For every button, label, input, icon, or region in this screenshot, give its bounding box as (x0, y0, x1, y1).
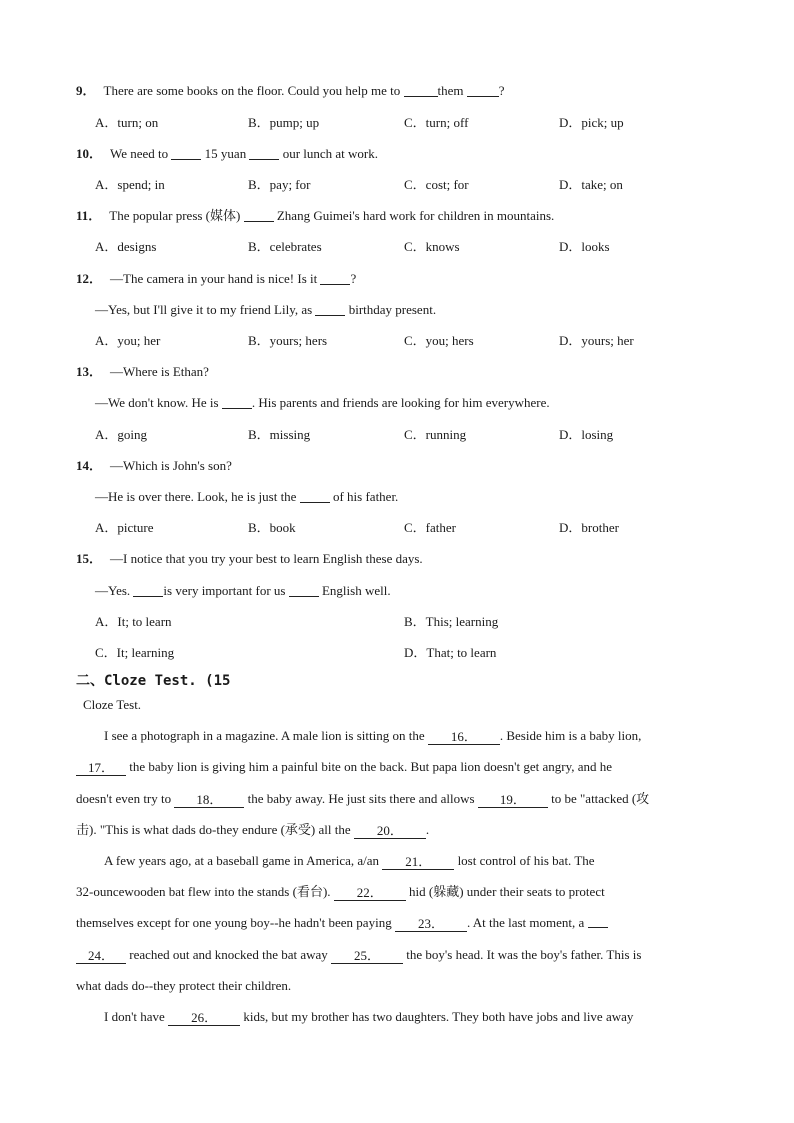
option-c: C．you; hers (404, 333, 474, 348)
cloze-text: doesn't even try to (76, 791, 175, 806)
question-text: The popular press (媒体) (109, 208, 244, 223)
question-text: ? (350, 271, 357, 286)
cloze-line (76, 758, 716, 776)
cloze-line: what dads do--they protect their children. (76, 978, 292, 993)
option-c: C．It; learning (95, 645, 175, 660)
question-number: 13． (76, 364, 103, 379)
cloze-text: . At the last moment, a (466, 915, 588, 930)
answer-blank (244, 208, 274, 222)
cloze-blank-22: 22． (334, 886, 406, 901)
answer-blank (320, 271, 350, 285)
cloze-text: lost control of his bat. The (454, 853, 595, 868)
option-c: C．turn; off (404, 115, 469, 130)
answer-blank (300, 489, 330, 503)
question-number: 11． (76, 208, 102, 223)
cloze-line (76, 946, 716, 964)
question-10 (76, 145, 378, 163)
cloze-blank-25: 25． (331, 949, 403, 964)
question-text: our lunch at work. (279, 146, 379, 161)
option-a: A．designs (95, 239, 157, 254)
question-number: 15． (76, 551, 103, 566)
option-a: A．going (95, 427, 148, 442)
option-d: D．yours; her (559, 333, 634, 348)
option-c: C．knows (404, 239, 460, 254)
question-14-line-2 (95, 488, 398, 506)
cloze-text: reached out and knocked the bat away (126, 947, 332, 962)
question-text: . His parents and friends are looking for him everywhere. (251, 395, 550, 410)
question-12-line-2 (95, 301, 436, 319)
cloze-text: . Beside him is a baby lion, (499, 728, 642, 743)
question-text: There are some books on the floor. Could you help me to (103, 83, 404, 98)
option-b: B．pump; up (248, 115, 320, 130)
question-text: —I notice that you try your best to learn English these days. (110, 551, 423, 566)
question-number: 9． (76, 83, 96, 98)
option-a: A．picture (95, 520, 154, 535)
option-d: D．brother (559, 520, 619, 535)
cloze-blank-24: 24． (76, 949, 126, 964)
question-text: them (437, 83, 467, 98)
cloze-line (76, 914, 716, 932)
option-d: D．pick; up (559, 115, 624, 130)
section-heading: 二、Cloze Test. (15 (76, 673, 231, 689)
cloze-text: kids, but my brother has two daughters. They both have jobs and live away (240, 1009, 634, 1024)
question-number: 10． (76, 146, 103, 161)
option-b: B．yours; hers (248, 333, 328, 348)
option-b: B．missing (248, 427, 311, 442)
question-text: ? (498, 83, 505, 98)
option-a: A．turn; on (95, 115, 159, 130)
option-c: C．cost; for (404, 177, 469, 192)
question-text: 15 yuan (201, 146, 250, 161)
answer-blank (289, 583, 319, 597)
cloze-text: . (425, 822, 430, 837)
cloze-line (104, 852, 744, 870)
cloze-blank-16: 16． (428, 730, 500, 745)
question-13 (76, 363, 209, 381)
question-number: 14． (76, 458, 103, 473)
cloze-blank-20: 20． (354, 824, 426, 839)
cloze-line (104, 727, 744, 745)
cloze-blank-17: 17． (76, 761, 126, 776)
option-d: D．That; to learn (404, 645, 497, 660)
question-text: —Yes. (95, 583, 134, 598)
answer-blank (404, 83, 438, 97)
cloze-blank-21: 21． (382, 855, 454, 870)
option-b: B．book (248, 520, 296, 535)
cloze-text: the baby lion is giving him a painful bite on the back. But papa lion doesn't get angry, and he (126, 759, 613, 774)
option-b: B．This; learning (404, 614, 499, 629)
cloze-text: I see a photograph in a magazine. A male lion is sitting on the (104, 728, 428, 743)
cloze-blank-19: 19． (478, 793, 548, 808)
cloze-blank-26: 26． (168, 1011, 240, 1026)
question-text: —We don't know. He is (95, 395, 222, 410)
option-c: C．running (404, 427, 467, 442)
answer-blank (171, 146, 201, 160)
cloze-line (76, 883, 716, 901)
option-a: A．spend; in (95, 177, 165, 192)
question-text: —Which is John's son? (110, 458, 232, 473)
question-text: —The camera in your hand is nice! Is it (110, 271, 321, 286)
cloze-text: the boy's head. It was the boy's father. This is (403, 947, 642, 962)
question-text: English well. (318, 583, 391, 598)
question-text: is very important for us (163, 583, 289, 598)
question-text: —He is over there. Look, he is just the (95, 489, 300, 504)
option-d: D．looks (559, 239, 610, 254)
cloze-line (76, 790, 716, 808)
cloze-line (104, 1008, 744, 1026)
option-d: D．take; on (559, 177, 623, 192)
option-a: A．you; her (95, 333, 161, 348)
question-14 (76, 457, 232, 475)
question-12 (76, 270, 356, 288)
question-11 (76, 207, 554, 225)
cloze-text: themselves except for one young boy--he hadn't been paying (76, 915, 395, 930)
answer-blank (222, 395, 252, 409)
question-15-line-2 (95, 582, 391, 600)
answer-blank (249, 146, 279, 160)
option-a: A．It; to learn (95, 614, 172, 629)
question-text: of his father. (329, 489, 399, 504)
question-13-line-2 (95, 394, 550, 412)
question-text: Zhang Guimei's hard work for children in mountains. (273, 208, 555, 223)
cloze-blank-18: 18． (174, 793, 244, 808)
cloze-text: A few years ago, at a baseball game in America, a/an (104, 853, 383, 868)
question-9 (76, 82, 505, 100)
question-number: 12． (76, 271, 103, 286)
cloze-text: hid (躲藏) under their seats to protect (405, 884, 605, 899)
section-subheading: Cloze Test. (83, 697, 142, 712)
option-b: B．pay; for (248, 177, 311, 192)
cloze-text: to be "attacked (攻 (547, 791, 650, 806)
question-text: —Where is Ethan? (110, 364, 209, 379)
option-b: B．celebrates (248, 239, 322, 254)
cloze-text: I don't have (104, 1009, 169, 1024)
question-15 (76, 550, 423, 568)
cloze-line (76, 821, 716, 839)
cloze-text: the baby away. He just sits there and allows (244, 791, 478, 806)
question-text: —Yes, but I'll give it to my friend Lily, as (95, 302, 316, 317)
cloze-blank-23: 23． (395, 917, 467, 932)
answer-blank (588, 927, 608, 928)
cloze-text: 32-ouncewooden bat flew into the stands (看台). (76, 884, 334, 899)
answer-blank (467, 83, 499, 97)
option-d: D．losing (559, 427, 614, 442)
question-text: birthday present. (345, 302, 437, 317)
option-c: C．father (404, 520, 456, 535)
answer-blank (133, 583, 163, 597)
question-text: We need to (110, 146, 172, 161)
answer-blank (315, 302, 345, 316)
cloze-text: 击). "This is what dads do-they endure (承受) all the (76, 822, 354, 837)
